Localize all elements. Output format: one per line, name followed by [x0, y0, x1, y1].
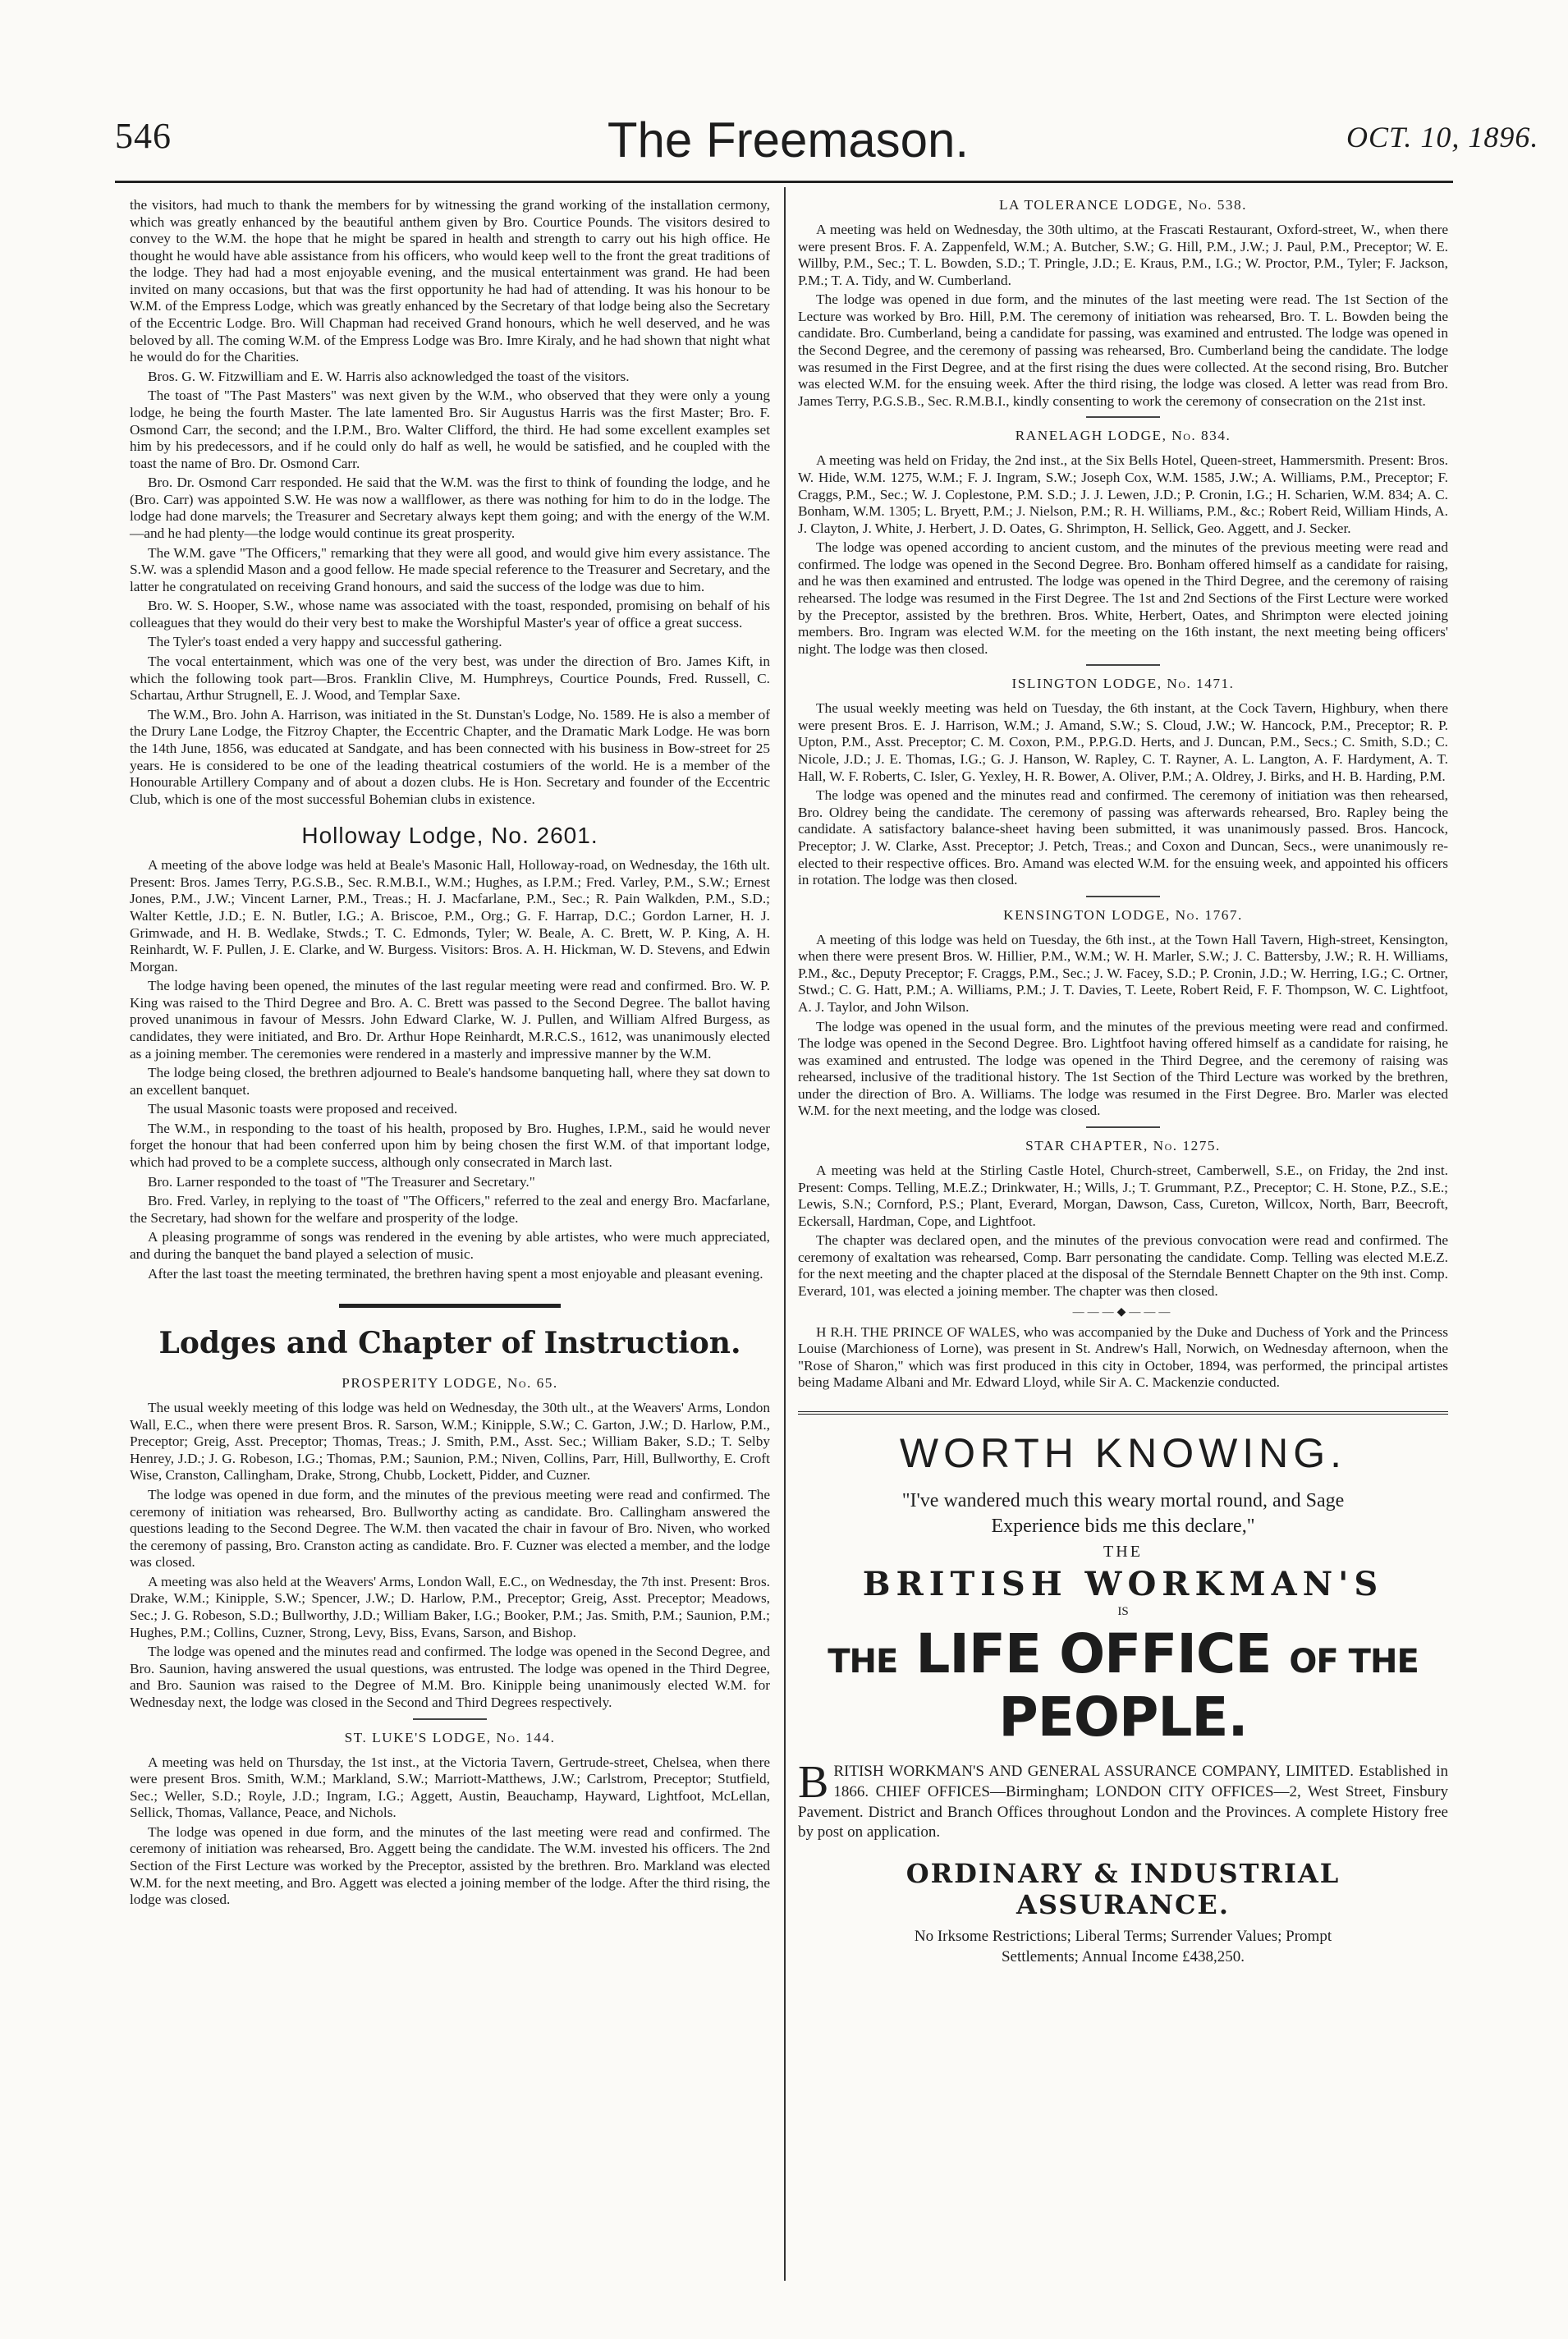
ornament-divider: ———◆———: [1072, 1305, 1174, 1319]
ad-slogan-part: OF THE: [1289, 1643, 1419, 1681]
article-paragraph: The W.M., Bro. John A. Harrison, was initiated in the St. Dunstan's Lodge, No. 1589. He is also a member of the Drury Lane Lodge, the Fitzroy Chapter, the Eccentric Chapter, and the Dramatic Mark Lodge. He was born the 14th June, 1856, was educated at Sandgate, and has been connected with his business in Bow-street for 25 years. He is considered to be one of the leading theatrical costumiers of the world. He is a member of the Honourable Artillery Company and of about a dozen clubs. He is Hon. Secretary and founder of the Eccentric Club, which is one of the most successful Bohemian clubs in existence.: [130, 706, 770, 807]
divider: [1086, 896, 1160, 897]
article-paragraph: The lodge was opened in due form, and the minutes of the last meeting were read. The 1st Section of the Lecture was worked by Bro. Hill, P.M. The ceremony of initiation was rehearsed, Bro. T. L. Bowden being the candidate. Bro. Cumberland, being a candidate for passing, was examined and entrusted. The lodge was opened in the Second Degree, and the ceremony of passing was rehearsed, Bro. Cumberland being the candidate. The lodge was resumed in the First Degree, and at the first rising the dues were collected. At the second rising, Bro. Butcher was elected W.M. for the ensuing week. After the third rising, the lodge was closed. A letter was read from Bro. James Terry, P.G.S.B., Sec. R.M.B.I., kindly consenting to work the ceremony of consecration on the 21st inst.: [798, 291, 1448, 409]
article-paragraph: A meeting of the above lodge was held at Beale's Masonic Hall, Holloway-road, on Wednesday, the 16th ult. Present: Bros. James Terry, P.G.S.B., Sec. R.M.B.I., W.M.; Hughes, as I.P.M.; Fred. Varley, P.M., S.W.; Ernest Jones, P.M., J.W.; Vincent Larner, P.M., Treas.; H. J. Macfarlane, P.M., Sec.; R. Pain Walkden, P.M., S.D.; Walter Kettle, J.D.; E. N. Butler, I.G.; A. Briscoe, P.M., Org.; G. F. Harrap, D.C.; Gordon Larner, H. J. Grimwade, and H. B. Wedlake, Stwds.; T. C. Edmonds, Tyler; W. Beale, A. C. Brett, W. P. King, A. H. Reinhardt, W. F. Pullen, J. E. Clarke, and W. Burgess. Visitors: Bros. A. H. Hickman, W. D. Stevens, and Edwin Morgan.: [130, 857, 770, 975]
ad-body-text: RITISH WORKMAN'S AND GENERAL ASSURANCE COMPANY, LIMITED. Established in 1866. CHIEF OFFICES—Birmingham; LONDON CITY OFFICES—2, West Street, Finsbury Pavement. District and Branch Offices throughout London and the Provinces. A complete History free by post on application.: [798, 1763, 1448, 1841]
ad-is: IS: [1117, 1605, 1129, 1619]
article-paragraph: The vocal entertainment, which was one of the very best, was under the direction of Bro. James Kift, in which the following took part—Bros. Franklin Clive, M. Humphreys, Courtice Pounds, Fred. Russell, C. Schartau, Arthur Strugnell, E. J. Wood, and Templar Saxe.: [130, 654, 770, 704]
article-paragraph: the visitors, had much to thank the members for by witnessing the grand working of the installation cermony, which was greatly enhanced by the beautiful anthem given by Bro. Courtice Pounds. The visitors desired to convey to the W.M. the hope that he might be spared in health and strength to carry out his high office. He thought he would have able assistance from his officers, who would keep well to the front the great traditions of the lodge. They had had a most enjoyable evening, and the musical entertainment was grand. He had been invited on many occasions, but that was the first opportunity he had had of attending. It was his honour to be W.M. of the Empress Lodge, which was greatly enhanced by the Secretary of that lodge being also the Secretary of the Eccentric Lodge. Bro. Will Chapman had received Grand honours, which he well deserved, and he was beloved by all. The coming W.M. of the Empress Lodge was Bro. Imre Kiraly, and he had shown that night what he would do for the Charities.: [130, 197, 770, 365]
article-paragraph: The lodge was opened and the minutes read and confirmed. The ceremony of initiation was then rehearsed, Bro. Oldrey being the candidate. The ceremony of passing was afterwards rehearsed, Bro. Rapley being the candidate. A satisfactory balance-sheet having been submitted, it was unanimously passed. Bros. Hancock, Preceptor; J. W. Clarke, Asst. Preceptor; J. Petch, Treas.; and Coxon and Duncan, Secs., were unanimously re-elected to their respective offices. Bro. Amand was elected W.M. for the ensuing week, and appointed his officers in rotation. The lodge was then closed.: [798, 787, 1448, 888]
article-paragraph: The lodge was opened in the usual form, and the minutes of the previous meeting were read and confirmed. The lodge was opened in the Second Degree. Bro. Lightfoot having offered himself as a candidate for raising, he was examined and entrusted. The lodge was opened in the Third Degree, and the ceremony of raising was rehearsed, inclusive of the traditional history. The 1st Section of the Third Lecture was worked by the brethren, under the direction of Bro. A. Williams. The lodge was resumed in the First Degree. Bro. Marler was elected W.M. for the next meeting, and the lodge was closed.: [798, 1018, 1448, 1119]
article-paragraph: A meeting was held on Thursday, the 1st inst., at the Victoria Tavern, Gertrude-street, Chelsea, when there were present Bros. Smith, W.M.; Markland, S.W.; Marriott-Matthews, J.W.; Carlstrom, Preceptor; Stutfield, Sec.; Weller, S.D.; Royle, J.D.; Ingram, I.G.; Aggett, Austin, Beauchamp, Hayward, Lightfoot, McLellan, Sellick, Thomas, Vallance, Peace, and Nichols.: [130, 1754, 770, 1821]
article-paragraph: The Tyler's toast ended a very happy and successful gathering.: [148, 634, 502, 650]
right-column: [798, 197, 1448, 1967]
ad-verse-line: Experience bids me this declare,": [991, 1516, 1255, 1538]
divider: [1086, 664, 1160, 666]
holloway-lodge-heading: Holloway Lodge, No. 2601.: [301, 823, 598, 849]
ad-slogan-part: LIFE OFFICE: [915, 1622, 1272, 1686]
column-rule: [784, 187, 786, 2281]
prosperity-lodge-heading: PROSPERITY LODGE, No. 65.: [342, 1375, 558, 1392]
ad-headline: WORTH KNOWING.: [899, 1429, 1347, 1476]
ad-verse-line: "I've wandered much this weary mortal round, and Sage: [901, 1489, 1345, 1511]
article-paragraph: Bro. Fred. Varley, in replying to the toast of "The Officers," referred to the zeal and energy Bro. Macfarlane, the Secretary, had shown for the welfare and prosperity of the lodge.: [130, 1193, 770, 1226]
royal-news-paragraph: H R.H. THE PRINCE OF WALES, who was accompanied by the Duke and Duchess of York and the Princess Louise (Marchioness of Lorne), was present in St. Andrew's Hall, Norwich, on Wednesday afternoon, when the "Rose of Sharon," which was first produced in this city in October, 1894, was performed, the principal artistes being Madame Albani and Mr. Edward Lloyd, while Sir A. C. Mackenzie conducted.: [798, 1323, 1448, 1391]
header-rule: [115, 181, 1453, 183]
page-number: 546: [115, 116, 172, 156]
article-paragraph: A meeting was held on Friday, the 2nd inst., at the Six Bells Hotel, Queen-street, Hammersmith. Present: Bros. W. Hide, W.M. 1275, W.M.; F. J. Ingram, S.W.; Joseph Cox, W.M. 1585, J.W.; A. Williams, P.M., Preceptor; F. Craggs, P.M., Sec.; W. J. Coplestone, P.M. S.D.; J. J. Lewen, J.D.; P. Cronin, I.G.; H. Scharien, W.M. 834; A. C. Bonham, W.M. 1305; L. Bryett, P.M.; J. Nielson, P.M.; R. H. Williams, P.M., &c.; Robert Reid, William Hinds, A. J. Clayton, J. White, J. Herbert, J. D. Oates, G. Shrimpton, H. Sellick, Geo. Aggett, and J. Secker.: [798, 452, 1448, 536]
ad-tail-line: No Irksome Restrictions; Liberal Terms; Surrender Values; Prompt: [914, 1928, 1332, 1946]
article-paragraph: A meeting was held at the Stirling Castle Hotel, Church-street, Camberwell, S.E., on Friday, the 2nd inst. Present: Comps. Telling, M.E.Z.; Drinkwater, H.; Wills, J.; T. Grummant, P.Z., Preceptor; C. H. Stone, P.Z., S.E.; Lewis, S.N.; Cornford, P.S.; Plant, Everard, Morgan, Dawson, Cass, Cureton, Willcox, North, Barr, Beecroft, Eckersall, Hardman, Cope, and Lightfoot.: [798, 1163, 1448, 1229]
article-paragraph: A meeting was held on Wednesday, the 30th ultimo, at the Frascati Restaurant, Oxford-street, W., when there were present Bros. F. A. Zappenfeld, W.M.; A. Butcher, S.W.; G. Hill, P.M., J.W.; J. Paul, P.M., Preceptor; W. E. Willby, P.M., Sec.; T. L. Bowden, S.D.; T. Pringle, J.D.; E. Kraus, P.M., I.G.; W. Proctor, P.M., Tyler; F. Jackson, P.M.; T. A. Tidy, and W. Cumberland.: [798, 222, 1448, 288]
article-paragraph: The toast of "The Past Masters" was next given by the W.M., who observed that they were only a young lodge, he being the fourth Master. The late lamented Bro. Sir Augustus Harris was the first Master; Bro. F. Osmond Carr, the second; and the I.P.M., Bro. Walter Clifford, the third. He had some excellent examples set him by his predecessors, and if he could only do half as well, he would be satisfied, and he coupled with the toast the name of Bro. Dr. Osmond Carr.: [130, 388, 770, 471]
ad-slogan-part: PEOPLE.: [998, 1685, 1248, 1750]
st-lukes-lodge-heading: ST. LUKE'S LODGE, No. 144.: [344, 1729, 556, 1745]
left-column: [130, 197, 770, 1911]
islington-lodge-heading: ISLINGTON LODGE, No. 1471.: [1011, 676, 1235, 692]
article-paragraph: The lodge was opened in due form, and the minutes of the previous meeting were read and confirmed. The ceremony of initiation was rehearsed, Bro. Bullworthy acting as candidate. Bro. Callingham answered the questions leading to the Second Degree. The W.M. then vacated the chair in favour of Bro. Niven, who worked the ceremony of passing, Bro. Cranston acting as candidate. Bro. F. Cuzner was elected a member, and the lodge was closed.: [130, 1487, 770, 1571]
article-paragraph: The lodge was opened in due form, and the minutes of the last meeting were read and confirmed. The ceremony of initiation was rehearsed, Bro. Aggett being the candidate. The W.M. invested his officers. The 2nd Section of the First Lecture was worked by the Preceptor, assisted by the brethren. Bro. Markland was elected W.M. for the next meeting, and Bro. Aggett was elected a joining member of the lodge. After the third rising, the lodge was closed.: [130, 1823, 770, 1908]
article-paragraph: Bros. G. W. Fitzwilliam and E. W. Harris also acknowledged the toast of the visitors.: [148, 368, 630, 384]
article-paragraph: The chapter was declared open, and the minutes of the previous convocation were read and confirmed. The ceremony of exaltation was rehearsed, Comp. Barr personating the candidate. Comp. Telling was elected M.E.Z. for the next meeting and the chapter placed at the disposal of the Sterndale Bennett Chapter on the 9th inst. Comp. Everard, 101, was elected a joining member. The chapter was then closed.: [798, 1232, 1448, 1300]
ad-body: [798, 1757, 1448, 1843]
ad-slogan: [798, 1622, 1448, 1749]
la-tolerance-lodge-heading: LA TOLERANCE LODGE, No. 538.: [998, 197, 1248, 213]
divider: [413, 1718, 487, 1720]
divider: [1086, 1126, 1160, 1128]
article-paragraph: A meeting was also held at the Weavers' Arms, London Wall, E.C., on Wednesday, the 7th inst. Present: Bros. Drake, W.M.; Kinipple, S.W.; Spencer, J.W.; D. Harlow, P.M., Preceptor; Greig, Asst. Preceptor; Meadows, Sec.; J. G. Robeson, S.D.; Bullworthy, J.D.; William Baker, I.G.; Booker, P.M.; Jas. Smith, P.M.; Saunion, P.M.; Hughes, P.M.; Collins, Cuzner, Strong, Levy, Biss, Evans, Sarson, and Bishop.: [130, 1573, 770, 1640]
ranelagh-lodge-heading: RANELAGH LODGE, No. 834.: [1015, 428, 1231, 444]
star-chapter-heading: STAR CHAPTER, No. 1275.: [1025, 1138, 1221, 1154]
article-paragraph: The lodge was opened and the minutes read and confirmed. The lodge was opened in the Second Degree, and Bro. Saunion, having answered the usual questions, was entrusted. The lodge was opened in the Third Degree, and Bro. Saunion was raised to the Degree of M.M. Bro. Kinipple being unanimously elected W.M. for Wednesday next, the lodge was closed in the Second and Third Degrees respectively.: [130, 1644, 770, 1710]
drop-cap: B: [798, 1757, 829, 1809]
ad-tail-line: Settlements; Annual Income £438,250.: [1001, 1947, 1245, 1965]
article-paragraph: Bro. W. S. Hooper, S.W., whose name was associated with the toast, responded, promising on behalf of his colleagues that they would do their very best to make the Worshipful Master's year of office a great success.: [130, 598, 770, 631]
ad-the: THE: [1103, 1543, 1143, 1562]
divider: [1086, 416, 1160, 418]
article-paragraph: Bro. Larner responded to the toast of "The Treasurer and Secretary.": [148, 1173, 535, 1190]
article-paragraph: The usual weekly meeting of this lodge was held on Wednesday, the 30th ult., at the Weavers' Arms, London Wall, E.C., when there were present Bros. R. Sarson, W.M.; Kinipple, S.W.; C. Garton, J.W.; D. Harlow, P.M., Preceptor; Greig, Asst. Preceptor; Thomas, Treas.; J. Smith, P.M., Asst. Sec.; William Baker, S.D.; T. Selby Henrey, J.D.; J. G. Robeson, I.G.; Thomas, P.M.; Saunion, P.M.; Niven, Collins, Parr, Hill, Bullworthy, E. Croft Wise, Cranston, Callingham, Drake, Strong, Chubb, Lockett, Pidder, and Cuzner.: [130, 1400, 770, 1484]
section-heading: Lodges and Chapter of Instruction.: [158, 1326, 741, 1361]
advertisement: [798, 1411, 1448, 1968]
article-paragraph: The W.M. gave "The Officers," remarking that they were all good, and would give him every assistance. The S.W. was a splendid Mason and a good fellow. He made special reference to the Treasurer and Secretary, and the latter he congratulated on receiving Grand honours, and said the success of the lodge was due to him.: [130, 544, 770, 594]
masthead: The Freemason.: [607, 112, 970, 167]
article-paragraph: The usual weekly meeting was held on Tuesday, the 6th instant, at the Cock Tavern, Highbury, when there were present Bros. E. J. Harrison, W.M.; J. Amand, S.W.; S. Cloud, J.W.; W. Hancock, P.M., Preceptor; R. P. Upton, P.M., Asst. Preceptor; C. M. Coxon, P.M., P.P.G.D. Herts, and J. Duncan, P.M., Secs.; C. Smith, S.D.; C. Nicole, J.D.; J. E. Thomas, I.G.; G. J. Hanson, W. Rapley, C. T. Rayner, A. L. Langton, A. F. Hardyment, A. T. Hall, W. F. Roberts, C. Isler, G. Yexley, H. R. Bower, A. Oliver, P.M.; A. Oldrey, J. Birks, and H. B. Harding, P.M.: [798, 700, 1448, 784]
article-paragraph: Bro. Dr. Osmond Carr responded. He said that the W.M. was the first to think of founding the lodge, and he (Bro. Carr) was appointed S.W. He was now a wallflower, as there was nothing for him to do in the lodge. The lodge had done marvels; the Treasurer and Secretary always kept them going; and with the energy of the W.M.—and he had plenty—the lodge would continue its great prosperity.: [130, 475, 770, 541]
article-paragraph: The lodge was opened according to ancient custom, and the minutes of the previous meeting were read and confirmed. The lodge was opened in the Second Degree. Bro. Bonham offered himself as a candidate for raising, and he was then examined and entrusted. The lodge was opened in the Third Degree, and the ceremony of raising rehearsed. The lodge was resumed in the First Degree. The 1st and 2nd Sections of the First Lecture were worked by the Preceptor, assisted by the brethren. Bros. White, Herbert, Oates, and Shrimpton were elected joining members. Bro. Ingram was elected W.M. for the meeting on the 16th instant, the next meeting being officers' night. The lodge was then closed.: [798, 539, 1448, 657]
ad-slogan-part: THE: [828, 1643, 898, 1681]
ad-brand-name: BRITISH WORKMAN'S: [862, 1565, 1384, 1604]
kensington-lodge-heading: KENSINGTON LODGE, No. 1767.: [1003, 906, 1243, 923]
publication-date: OCT. 10, 1896.: [1346, 121, 1539, 154]
ad-subhead: ORDINARY & INDUSTRIAL ASSURANCE.: [905, 1858, 1341, 1921]
section-rule: [339, 1304, 561, 1308]
article-paragraph: The usual Masonic toasts were proposed and received.: [148, 1101, 458, 1117]
article-paragraph: The lodge having been opened, the minutes of the last regular meeting were read and confirmed. Bro. W. P. King was raised to the Third Degree and Bro. A. C. Brett was passed to the Second Degree. The ballot having proved unanimous in favour of Messrs. John Edward Clarke, W. J. Pullen, and William Alfred Burgess, as candidates, they were initiated, and Bro. Dr. Arthur Hope Reinhardt, M.R.C.S., 1612, was unanimously elected as a joining member. The ceremonies were rendered in a masterly and impressive manner by the W.M.: [130, 978, 770, 1062]
article-paragraph: A pleasing programme of songs was rendered in the evening by able artistes, who were much appreciated, and during the banquet the band played a selection of music.: [130, 1229, 770, 1262]
page-header: [0, 0, 1568, 181]
article-paragraph: The W.M., in responding to the toast of his health, proposed by Bro. Hughes, I.P.M., said he would never forget the honour that had been conferred upon him by being chosen the first W.M. of that important lodge, which had proved to be a complete success, although only consecrated in March last.: [130, 1120, 770, 1171]
article-paragraph: A meeting of this lodge was held on Tuesday, the 6th inst., at the Town Hall Tavern, High-street, Kensington, when there were present Bros. W. Hillier, P.M., W.M.; W. H. Marler, S.W.; J. C. Battersby, J.W.; R. H. Williams, P.M., &c., Deputy Preceptor; F. Craggs, P.M., Sec.; J. W. Facey, S.D.; P. Cronin, J.D.; W. Herring, I.G.; C. Ortner, Stwd.; C. G. Hatt, P.M.; A. Williams, P.M.; J. T. Davies, T. Leete, Robert Reid, F. F. Thompson, W. C. Lightfoot, A. J. Taylor, and John Wilson.: [798, 931, 1448, 1015]
article-paragraph: The lodge being closed, the brethren adjourned to Beale's handsome banqueting hall, where they sat down to an excellent banquet.: [130, 1065, 770, 1098]
article-paragraph: After the last toast the meeting terminated, the brethren having spent a most enjoyable and pleasant evening.: [148, 1265, 763, 1282]
